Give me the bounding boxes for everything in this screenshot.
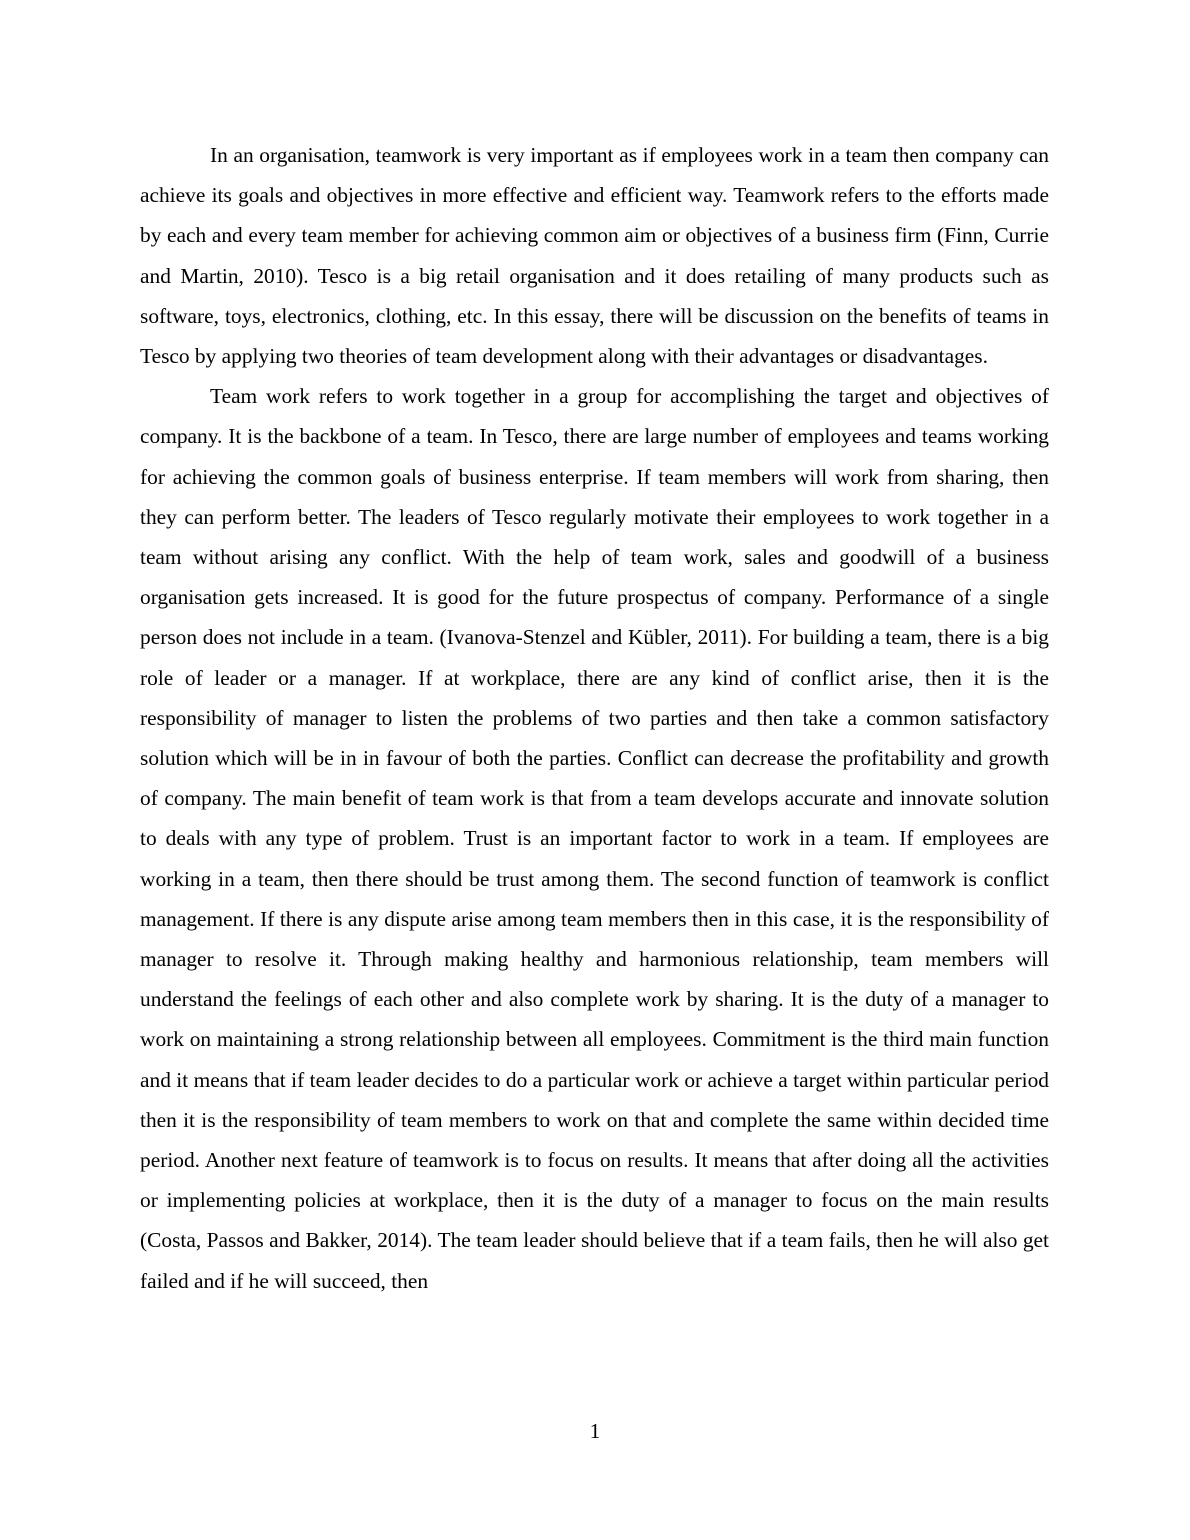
page-number: 1 [589,1419,601,1443]
body-text [140,135,1049,1301]
paragraph-introduction: In an organisation, teamwork is very important as if employees work in a team then company can achieve its goals and objectives in more effective and efficient way. Teamwork refers to the efforts made by each and every team member for achieving common aim or objectives of a business firm (Finn, Currie and Martin, 2010). Tesco is a big retail organisation and it does retailing of many products such as software, toys, electronics, clothing, etc. In this essay, there will be discussion on the benefits of teams in Tesco by applying two theories of team development along with their advantages or disadvantages. [140,143,1049,369]
paragraph-teamwork: Team work refers to work together in a group for accomplishing the target and objectives of company. It is the backbone of a team. In Tesco, there are large number of employees and teams working for achieving the common goals of business enterprise. If team members will work from sharing, then they can perform better. The leaders of Tesco regularly motivate their employees to work together in a team without arising any conflict. With the help of team work, sales and goodwill of a business organisation gets increased. It is good for the future prospectus of company. Performance of a single person does not include in a team. (Ivanova-Stenzel and Kübler, 2011). For building a team, there is a big role of leader or a manager. If at workplace, there are any kind of conflict arise, then it is the responsibility of manager to listen the problems of two parties and then take a common satisfactory solution which will be in in favour of both the parties. Conflict can decrease the profitability and growth of company. The main benefit of team work is that from a team develops accurate and innovate solution to deals with any type of problem. Trust is an important factor to work in a team. If employees are working in a team, then there should be trust among them. The second function of teamwork is conflict management. If there is any dispute arise among team members then in this case, it is the responsibility of manager to resolve it. Through making healthy and harmonious relationship, team members will understand the feelings of each other and also complete work by sharing. It is the duty of a manager to work on maintaining a strong relationship between all employees. Commitment is the third main function and it means that if team leader decides to do a particular work or achieve a target within particular period then it is the responsibility of team members to work on that and complete the same within decided time period. Another next feature of teamwork is to focus on results. It means that after doing all the activities or implementing policies at workplace, then it is the duty of a manager to focus on the main results (Costa, Passos and Bakker, 2014). The team leader should believe that if a team fails, then he will also get failed and if he will succeed, then [140,384,1049,1293]
